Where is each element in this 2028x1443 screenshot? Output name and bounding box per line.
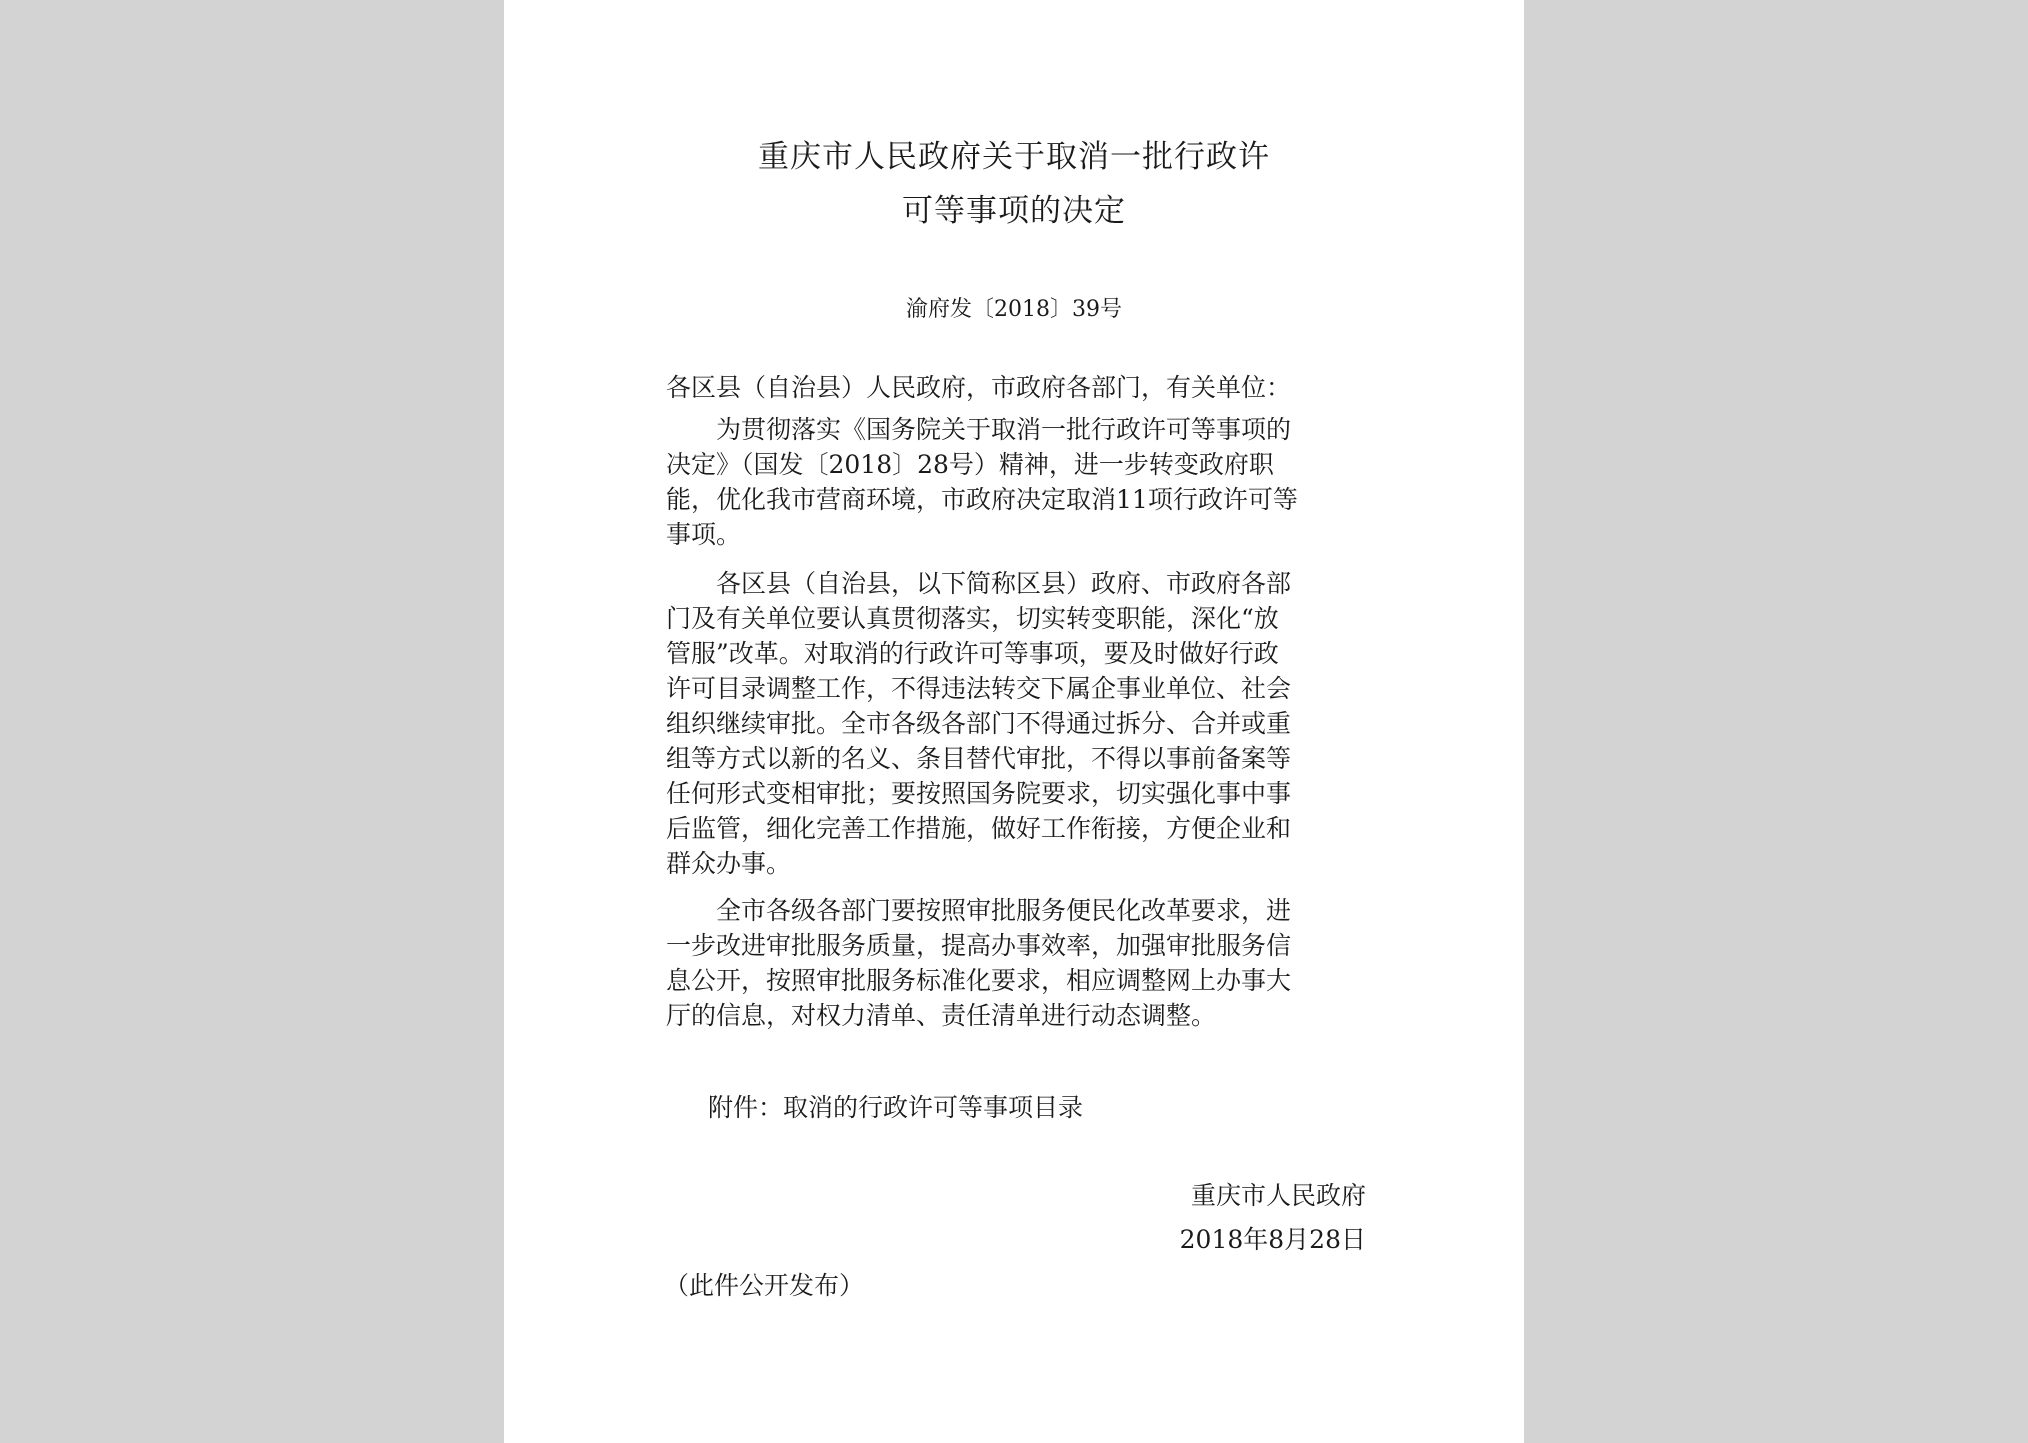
document-title-line-1: 重庆市人民政府关于取消一批行政许 [758,139,1270,175]
body-line: 任何形式变相审批；要按照国务院要求，切实强化事中事 [666,779,1292,808]
body-line: 厅的信息，对权力清单、责任清单进行动态调整。 [666,1001,1217,1030]
body-line: 许可目录调整工作，不得违法转交下属企事业单位、社会 [666,674,1292,703]
document-number: 渝府发〔2018〕39号 [906,297,1122,322]
disclosure-note: （此件公开发布） [664,1271,865,1300]
body-line: 能，优化我市营商环境，市政府决定取消11项行政许可等 [666,485,1298,514]
body-line: 决定》（国发〔2018〕28号）精神，进一步转变政府职 [666,450,1274,479]
salutation: 各区县（自治县）人民政府，市政府各部门，有关单位： [666,373,1292,402]
body-line: 息公开，按照审批服务标准化要求，相应调整网上办事大 [666,966,1292,995]
attachment-note: 附件：取消的行政许可等事项目录 [708,1093,1084,1122]
body-line: 一步改进审批服务质量，提高办事效率，加强审批服务信 [666,931,1292,960]
body-line: 各区县（自治县，以下简称区县）政府、市政府各部 [666,569,1292,598]
body-line: 事项。 [666,520,742,549]
body-line: 管服”改革。对取消的行政许可等事项，要及时做好行政 [666,639,1279,668]
body-line: 全市各级各部门要按照审批服务便民化改革要求，进 [666,896,1292,925]
body-line: 组等方式以新的名义、条目替代审批，不得以事前备案等 [666,744,1292,773]
body-line: 组织继续审批。全市各级各部门不得通过拆分、合并或重 [666,709,1292,738]
signer: 重庆市人民政府 [1190,1181,1366,1210]
issue-date: 2018年8月28日 [1179,1225,1366,1254]
body-line: 群众办事。 [666,849,792,878]
document-title-line-2: 可等事项的决定 [902,193,1126,229]
document-page [504,0,1524,1443]
body-line: 门及有关单位要认真贯彻落实，切实转变职能，深化“放 [666,604,1279,633]
body-line: 后监管，细化完善工作措施，做好工作衔接，方便企业和 [666,814,1292,843]
body-line: 为贯彻落实《国务院关于取消一批行政许可等事项的 [666,415,1292,444]
